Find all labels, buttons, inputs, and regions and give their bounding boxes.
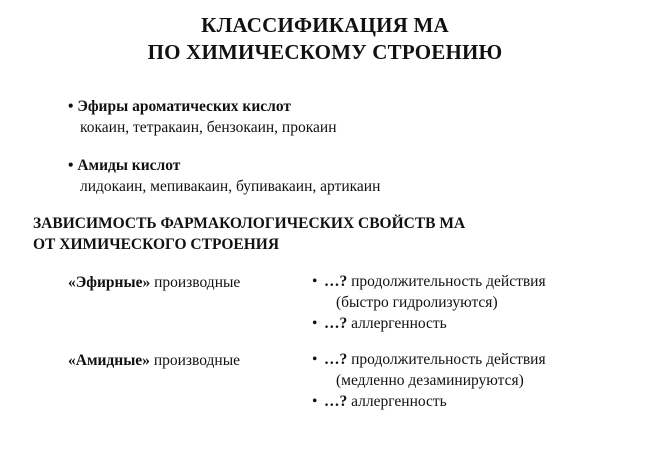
prop-text: продолжительность действия xyxy=(347,273,546,290)
dependency-heading-line-1: ЗАВИСИМОСТЬ ФАРМАКОЛОГИЧЕСКИХ СВОЙСТВ МА xyxy=(33,215,466,232)
page-title xyxy=(0,12,650,66)
bullet: • xyxy=(312,393,318,410)
title-line-1: КЛАССИФИКАЦИЯ МА xyxy=(201,13,449,37)
prop-item xyxy=(312,349,546,391)
prop-item xyxy=(312,313,546,334)
prop-text: аллергенность xyxy=(347,393,447,410)
bullet: • xyxy=(312,351,318,368)
props-esters xyxy=(312,271,546,334)
prop-sub: (медленно дезаминируются) xyxy=(336,372,524,389)
bullet: • xyxy=(312,315,318,332)
row-label-amides xyxy=(68,350,240,371)
row-label-bold: «Амидные» xyxy=(68,352,150,369)
classification-head-text: Эфиры ароматических кислот xyxy=(77,98,292,115)
dependency-heading-line-2: ОТ ХИМИЧЕСКОГО СТРОЕНИЯ xyxy=(33,236,280,253)
prop-text: аллергенность xyxy=(347,315,447,332)
prop-sub: (быстро гидролизуются) xyxy=(336,294,498,311)
dependency-heading xyxy=(33,213,465,255)
classification-esters xyxy=(68,96,336,138)
prop-item xyxy=(312,391,546,412)
row-label-rest: производные xyxy=(149,352,241,369)
classification-head-text: Амиды кислот xyxy=(77,157,181,174)
classification-items: лидокаин, мепивакаин, бупивакаин, артикаин xyxy=(80,178,381,195)
bullet: • xyxy=(68,98,74,115)
title-line-2: ПО ХИМИЧЕСКОМУ СТРОЕНИЮ xyxy=(147,40,503,64)
prop-mark: …? xyxy=(324,351,348,368)
classification-items: кокаин, тетракаин, бензокаин, прокаин xyxy=(80,119,337,136)
classification-amides xyxy=(68,155,380,197)
row-label-rest: производные xyxy=(150,274,241,291)
row-label-esters xyxy=(68,272,240,293)
prop-text: продолжительность действия xyxy=(347,351,546,368)
prop-item xyxy=(312,271,546,313)
classification-head xyxy=(68,155,380,176)
row-label-bold: «Эфирные» xyxy=(68,274,151,291)
props-amides xyxy=(312,349,546,412)
bullet: • xyxy=(68,157,74,174)
prop-mark: …? xyxy=(324,393,348,410)
classification-head xyxy=(68,96,336,117)
bullet: • xyxy=(312,273,318,290)
prop-mark: …? xyxy=(324,273,348,290)
prop-mark: …? xyxy=(324,315,348,332)
